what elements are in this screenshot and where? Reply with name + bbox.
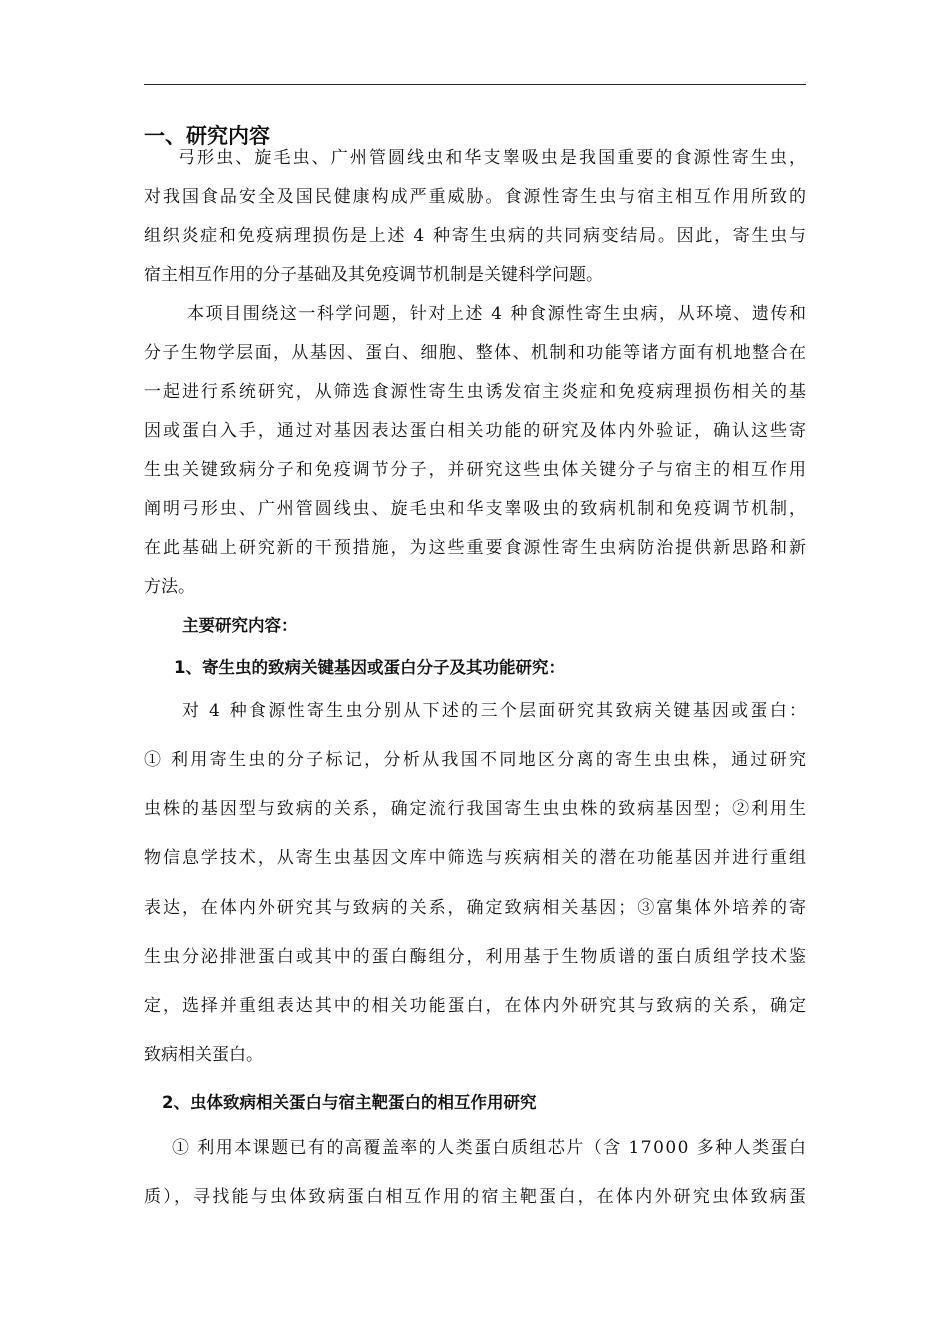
paragraph-line: 方法。 [144, 577, 195, 597]
paragraph-line: 表达，在体内外研究其与致病的关系，确定致病相关基因；③富集体外培养的寄 [144, 898, 808, 918]
paragraph-line: ① 利用本课题已有的高覆盖率的人类蛋白质组芯片（含 17000 多种人类蛋白 [172, 1138, 808, 1158]
paragraph-line: 组织炎症和免疫病理损伤是上述 4 种寄生虫病的共同病变结局。因此，寄生虫与 [144, 226, 808, 246]
paragraph-line: 一起进行系统研究，从筛选食源性寄生虫诱发宿主炎症和免疫病理损伤相关的基 [144, 382, 808, 402]
paragraph-line: ① 利用寄生虫的分子标记，分析从我国不同地区分离的寄生虫虫株，通过研究 [144, 750, 809, 770]
paragraph-line: 阐明弓形虫、广州管圆线虫、旋毛虫和华支睾吸虫的致病机制和免疫调节机制， [144, 499, 808, 519]
paragraph-line: 生虫分泌排泄蛋白或其中的蛋白酶组分，利用基于生物质谱的蛋白质组学技术鉴 [144, 947, 808, 967]
paragraph-line: 质），寻找能与虫体致病蛋白相互作用的宿主靶蛋白，在体内外研究虫体致病蛋 [144, 1187, 809, 1207]
paragraph-line: 致病相关蛋白。 [144, 1045, 263, 1065]
paragraph-line: 因或蛋白入手，通过对基因表达蛋白相关功能的研究及体内外验证，确认这些寄 [144, 421, 808, 441]
paragraph-line: 宿主相互作用的分子基础及其免疫调节机制是关键科学问题。 [144, 265, 603, 285]
paragraph-line: 分子生物学层面，从基因、蛋白、细胞、整体、机制和功能等诸方面有机地整合在 [144, 343, 808, 363]
paragraph-line: 定，选择并重组表达其中的相关功能蛋白，在体内外研究其与致病的关系，确定 [144, 996, 808, 1016]
paragraph-line: 物信息学技术，从寄生虫基因文库中筛选与疾病相关的潜在功能基因并进行重组 [144, 848, 808, 868]
subheading-line: 2、虫体致病相关蛋白与宿主靶蛋白的相互作用研究 [162, 1093, 537, 1112]
subheading-line: 1、寄生虫的致病关键基因或蛋白分子及其功能研究： [174, 658, 565, 677]
paragraph-line: 在此基础上研究新的干预措施，为这些重要食源性寄生虫病防治提供新思路和新 [144, 538, 808, 558]
paragraph-line: 虫株的基因型与致病的关系，确定流行我国寄生虫虫株的致病基因型；②利用生 [144, 799, 808, 819]
header-rule [144, 84, 806, 85]
section-heading: 一、研究内容 [144, 124, 270, 148]
paragraph-line: 生虫关键致病分子和免疫调节分子，并研究这些虫体关键分子与宿主的相互作用 [144, 460, 808, 480]
subheading-line: 主要研究内容： [182, 616, 298, 635]
paragraph-line: 对我国食品安全及国民健康构成严重威胁。食源性寄生虫与宿主相互作用所致的 [144, 187, 808, 207]
paragraph-line: 弓形虫、旋毛虫、广州管圆线虫和华支睾吸虫是我国重要的食源性寄生虫， [178, 148, 809, 168]
paragraph-line: 本项目围绕这一科学问题，针对上述 4 种食源性寄生虫病，从环境、遗传和 [187, 304, 808, 324]
paragraph-line: 对 4 种食源性寄生虫分别从下述的三个层面研究其致病关键基因或蛋白： [182, 701, 809, 721]
